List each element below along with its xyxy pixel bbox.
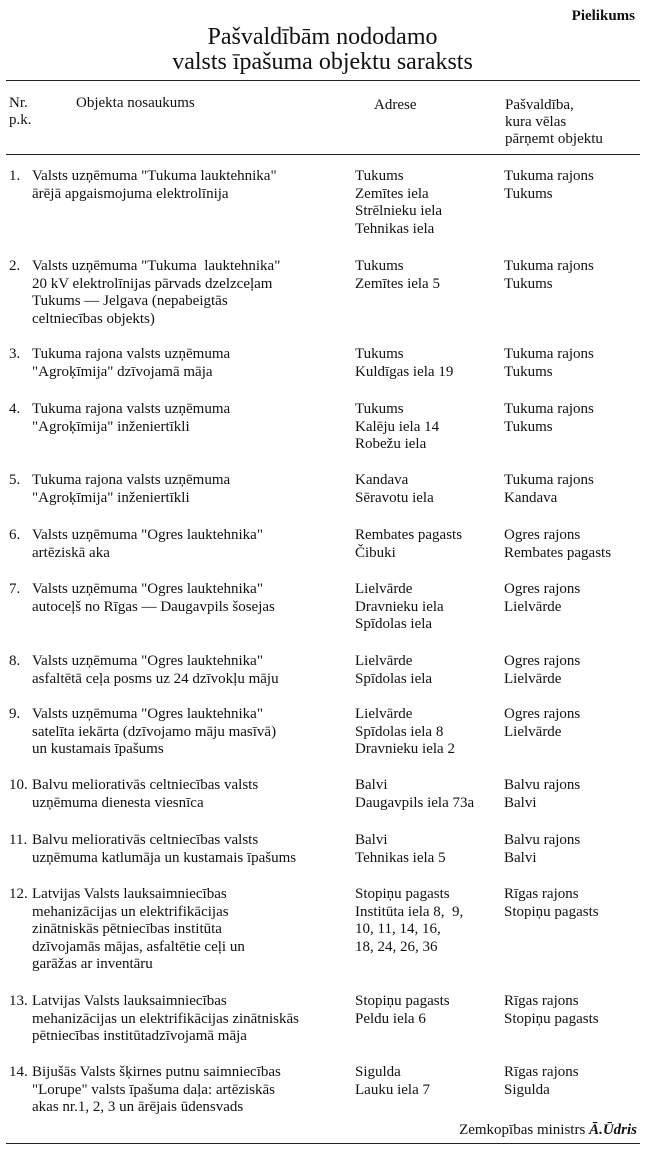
object-municipality: Balvu rajons Balvi [504,777,581,811]
object-address: Lielvārde Dravnieku iela Spīdolas iela [355,581,444,632]
object-municipality: Balvu rajons Balvi [504,832,581,866]
bottom-rule [6,1143,640,1144]
object-municipality: Tukuma rajons Tukums [504,346,594,380]
object-address: Lielvārde Spīdolas iela 8 Dravnieku iela 2 [355,706,455,757]
object-address: Lielvārde Spīdolas iela [355,653,433,687]
object-address: Tukums Zemītes iela 5 [355,258,440,292]
object-name: Balvu meliorativās celtniecības valsts uzņēmuma katlumāja un kustamais īpašums [32,832,297,866]
top-rule [6,80,640,81]
object-address: Kandava Sēravotu iela [355,472,434,506]
row-number: 5. [9,472,21,488]
object-name: Latvijas Valsts lauksaimniecības mehanizācijas un elektrifikācijas zinātniskās pētniecības institūta dzīvojamās mājas, asfaltētie ceļi un garāžas ar inventāru [32,886,245,972]
object-municipality: Ogres rajons Lielvārde [504,706,581,740]
row-number: 9. [9,706,21,722]
signature-name: Ā.Ūdris [589,1122,637,1138]
header-nr-line: p.k. [9,112,32,128]
object-municipality: Rīgas rajons Stopiņu pagasts [504,993,599,1027]
row-number: 6. [9,527,21,543]
header-rule [6,154,640,155]
header-municipality-line: Pašvaldība, [505,97,574,113]
object-municipality: Tukuma rajons Tukums [504,168,594,202]
header-nr [9,95,32,129]
row-number: 1. [9,168,21,184]
object-address: Rembates pagasts Čibuki [355,527,463,561]
object-municipality: Tukuma rajons Tukums [504,401,594,435]
object-name: Tukuma rajona valsts uzņēmuma "Agroķīmija" inženiertīkli [32,401,231,435]
object-name: Valsts uzņēmuma "Ogres lauktehnika" satelīta iekārta (dzīvojamo māju masīvā) un kustamais īpašums [32,706,277,757]
object-municipality: Ogres rajons Lielvārde [504,581,581,615]
row-number: 2. [9,258,21,274]
object-address: Stopiņu pagasts Peldu iela 6 [355,993,450,1027]
title-line-2: valsts īpašuma objektu saraksts [172,49,473,75]
object-name: Tukuma rajona valsts uzņēmuma "Agroķīmija" dzīvojamā māja [32,346,231,380]
header-municipality [505,97,603,148]
row-number: 14. [9,1064,28,1080]
object-municipality: Rīgas rajons Stopiņu pagasts [504,886,599,920]
object-name: Valsts uzņēmuma "Ogres lauktehnika" artēziskā aka [32,527,263,561]
object-address: Tukums Kuldīgas iela 19 [355,346,454,380]
object-name: Valsts uzņēmuma "Ogres lauktehnika" autoceļš no Rīgas — Daugavpils šosejas [32,581,275,615]
header-nr-line: Nr. [9,95,28,111]
object-municipality: Tukuma rajons Tukums [504,258,594,292]
row-number: 3. [9,346,21,362]
header-municipality-line: pārņemt objektu [505,131,603,147]
header-object-name: Objekta nosaukums [76,95,195,111]
signature [459,1122,637,1139]
row-number: 10. [9,777,28,793]
title-line-1: Pašvaldībām nododamo [207,24,438,50]
header-municipality-line: kura vēlas [505,114,567,130]
object-address: Tukums Zemītes iela Strēlnieku iela Tehnikas iela [355,168,443,237]
row-number: 7. [9,581,21,597]
object-address: Balvi Tehnikas iela 5 [355,832,446,866]
document-title [0,25,645,75]
object-name: Bijušās Valsts šķirnes putnu saimniecības "Lorupe" valsts īpašuma daļa: artēziskās akas nr.1, 2, 3 un ārējais ūdensvads [32,1064,281,1115]
object-address: Tukums Kalēju iela 14 Robežu iela [355,401,440,452]
signature-role: Zemkopības ministrs [459,1122,586,1138]
object-name: Balvu meliorativās celtniecības valsts uzņēmuma dienesta viesnīca [32,777,259,811]
object-name: Valsts uzņēmuma "Ogres lauktehnika" asfaltētā ceļa posms uz 24 dzīvokļu māju [32,653,279,687]
object-name: Valsts uzņēmuma "Tukuma lauktehnika" ārējā apgaismojuma elektrolīnija [32,168,277,202]
object-address: Sigulda Lauku iela 7 [355,1064,430,1098]
row-number: 4. [9,401,21,417]
header-address: Adrese [374,97,417,113]
appendix-label: Pielikums [571,8,635,24]
object-municipality: Tukuma rajons Kandava [504,472,594,506]
object-address: Balvi Daugavpils iela 73a [355,777,475,811]
row-number: 8. [9,653,21,669]
object-municipality: Rīgas rajons Sigulda [504,1064,579,1098]
object-municipality: Ogres rajons Lielvārde [504,653,581,687]
object-name: Tukuma rajona valsts uzņēmuma "Agroķīmija" inženiertīkli [32,472,231,506]
object-name: Valsts uzņēmuma "Tukuma lauktehnika" 20 kV elektrolīnijas pārvads dzelzceļam Tukums — Jelgava (nepabeigtās celtniecības objekts) [32,258,281,327]
row-number: 11. [9,832,28,848]
object-address: Stopiņu pagasts Institūta iela 8, 9, 10, 11, 14, 16, 18, 24, 26, 36 [355,886,464,955]
object-municipality: Ogres rajons Rembates pagasts [504,527,612,561]
row-number: 12. [9,886,28,902]
row-number: 13. [9,993,28,1009]
object-name: Latvijas Valsts lauksaimniecības mehanizācijas un elektrifikācijas zinātniskās pētniecības institūtadzīvojamā māja [32,993,299,1044]
